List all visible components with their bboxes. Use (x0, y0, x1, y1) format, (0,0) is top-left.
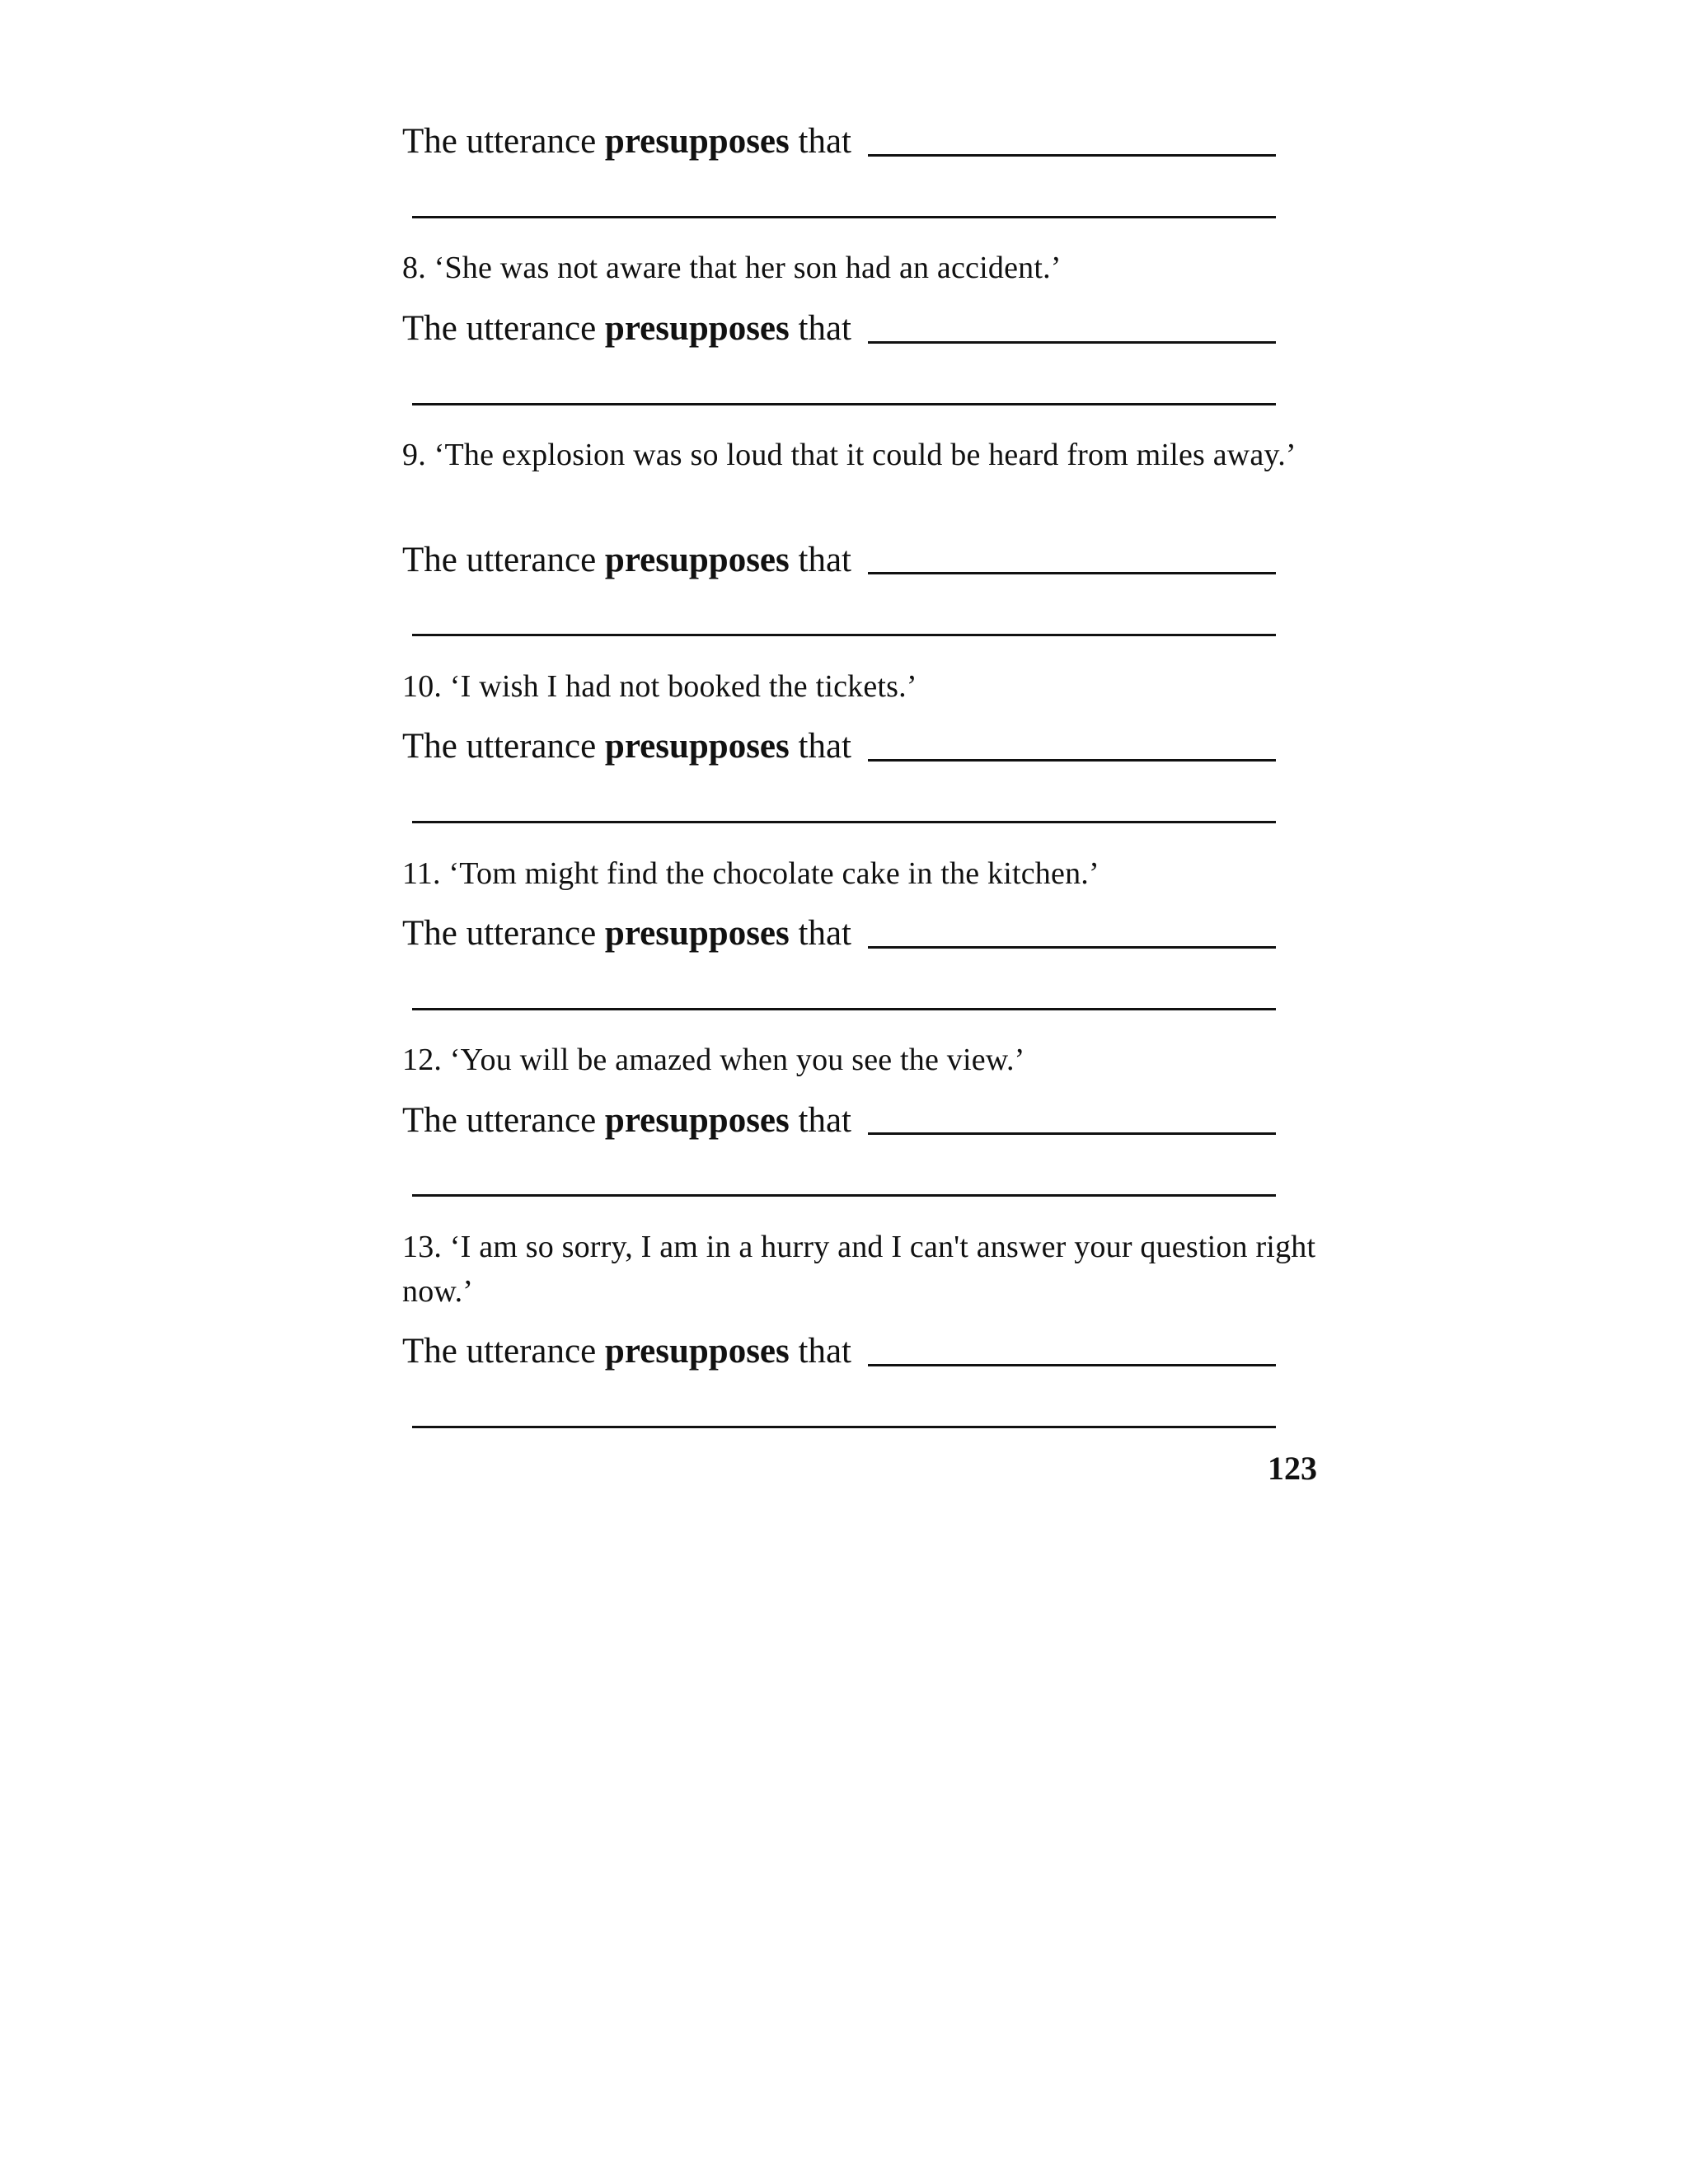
exercise-item: 10. ‘I wish I had not booked the tickets.’ (402, 669, 917, 704)
answer-blank-inline[interactable] (868, 341, 1276, 344)
prompt-keyword: presupposes (604, 1332, 790, 1371)
prompt-text-after: that (798, 1332, 851, 1371)
presupposition-prompt (402, 1103, 851, 1138)
answer-blank-line[interactable] (412, 1008, 1276, 1010)
prompt-text-after: that (798, 541, 851, 579)
prompt-text-before: The utterance (402, 1101, 597, 1140)
presupposition-prompt (402, 124, 851, 159)
exercise-item: 12. ‘You will be amazed when you see the view.’ (402, 1043, 1025, 1077)
prompt-keyword: presupposes (604, 122, 790, 161)
presupposition-prompt (402, 1333, 851, 1369)
prompt-keyword: presupposes (604, 309, 790, 348)
answer-blank-inline[interactable] (868, 946, 1276, 949)
answer-blank-line[interactable] (412, 216, 1276, 218)
exercise-item: 13. ‘I am so sorry, I am in a hurry and I can't answer your question right now.’ (402, 1230, 1316, 1309)
prompt-text-before: The utterance (402, 914, 597, 953)
prompt-text-before: The utterance (402, 1332, 597, 1371)
answer-blank-inline[interactable] (868, 1364, 1276, 1366)
prompt-keyword: presupposes (604, 914, 790, 953)
answer-blank-line[interactable] (412, 403, 1276, 405)
prompt-text-after: that (798, 1101, 851, 1140)
answer-blank-line[interactable] (412, 1426, 1276, 1428)
answer-blank-line[interactable] (412, 821, 1276, 823)
prompt-keyword: presupposes (604, 541, 790, 579)
prompt-text-after: that (798, 309, 851, 348)
answer-blank-line[interactable] (412, 1194, 1276, 1197)
answer-blank-line[interactable] (412, 634, 1276, 636)
prompt-keyword: presupposes (604, 1101, 790, 1140)
prompt-text-before: The utterance (402, 541, 597, 579)
answer-blank-inline[interactable] (868, 759, 1276, 762)
prompt-keyword: presupposes (604, 727, 790, 766)
answer-blank-inline[interactable] (868, 1132, 1276, 1135)
presupposition-prompt (402, 311, 851, 346)
prompt-text-after: that (798, 727, 851, 766)
exercise-item: 9. ‘The explosion was so loud that it could be heard from miles away.’ (402, 438, 1296, 472)
page-number: 123 (1268, 1450, 1317, 1487)
presupposition-prompt (402, 729, 851, 764)
presupposition-prompt (402, 916, 851, 951)
exercise-item: 11. ‘Tom might find the chocolate cake in the kitchen.’ (402, 856, 1100, 891)
prompt-text-before: The utterance (402, 727, 597, 766)
prompt-text-after: that (798, 914, 851, 953)
answer-blank-inline[interactable] (868, 154, 1276, 157)
prompt-text-before: The utterance (402, 122, 597, 161)
exercise-item: 8. ‘She was not aware that her son had an accident.’ (402, 251, 1062, 285)
prompt-text-before: The utterance (402, 309, 597, 348)
answer-blank-inline[interactable] (868, 572, 1276, 574)
prompt-text-after: that (798, 122, 851, 161)
presupposition-prompt (402, 542, 851, 578)
